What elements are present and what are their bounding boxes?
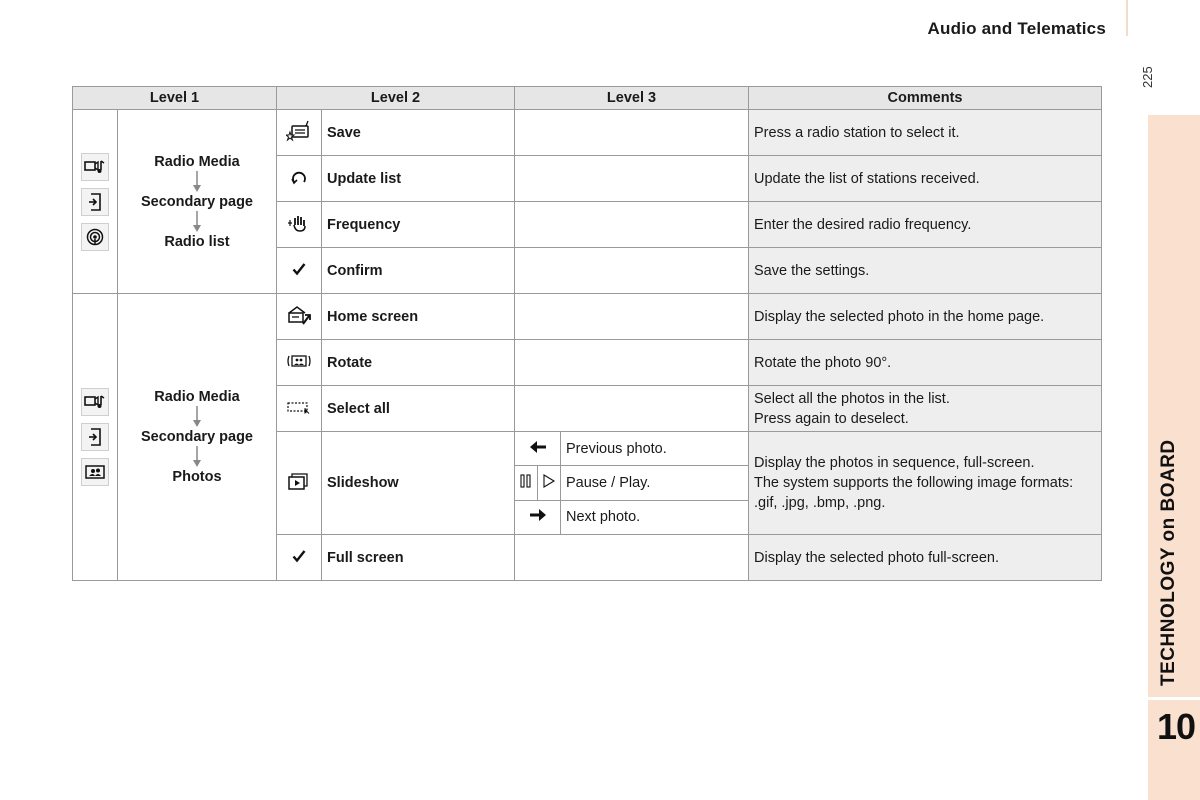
chapter-title: TECHNOLOGY on BOARD — [1158, 439, 1179, 686]
select-all-icon — [277, 386, 322, 432]
radio-list-icon — [81, 223, 109, 251]
comment-cell: Display the selected photo full-screen. — [749, 535, 1102, 581]
level3-cell — [515, 294, 749, 340]
level3-cell — [515, 340, 749, 386]
path-step: Radio list — [164, 233, 230, 250]
subtable-row — [515, 432, 748, 466]
level3-cell — [515, 156, 749, 202]
comment-cell: Update the list of stations received. — [749, 156, 1102, 202]
frequency-icon — [277, 202, 322, 248]
column-header-level2: Level 2 — [277, 87, 515, 110]
slideshow-icon — [277, 432, 322, 535]
home-screen-icon — [277, 294, 322, 340]
level3-label: Pause / Play. — [561, 466, 749, 500]
menu-table — [72, 86, 1102, 581]
page-number: 225 — [1140, 66, 1155, 88]
level2-label: Slideshow — [322, 432, 515, 535]
comment-line: Press again to deselect. — [754, 410, 909, 427]
rotate-icon — [277, 340, 322, 386]
save-icon — [277, 110, 322, 156]
path-step: Secondary page — [140, 193, 253, 210]
level3-cell — [515, 110, 749, 156]
secondary-page-icon — [81, 423, 109, 451]
pause-icon — [515, 466, 538, 500]
level1-path-cell — [118, 294, 277, 581]
level1-icons-cell — [73, 294, 118, 581]
page-header-title: Audio and Telematics — [927, 19, 1106, 38]
path-step: Radio Media — [154, 153, 240, 170]
comment-cell: Enter the desired radio frequency. — [749, 202, 1102, 248]
path-step: Secondary page — [140, 429, 253, 445]
level3-cell — [515, 202, 749, 248]
level1-path-cell — [118, 110, 277, 294]
check-icon — [277, 248, 322, 294]
radio-media-icon — [81, 388, 109, 416]
radio-media-icon — [81, 153, 109, 181]
chapter-number: 10 — [1156, 706, 1196, 747]
level3-subtable-cell — [515, 432, 749, 535]
comment-cell: Rotate the photo 90°. — [749, 340, 1102, 386]
level3-label: Previous photo. — [561, 432, 749, 466]
level3-cell — [515, 535, 749, 581]
table-row — [73, 110, 1102, 156]
subtable-row — [515, 466, 748, 500]
header-divider — [1126, 0, 1128, 36]
comment-cell: Press a radio station to select it. — [749, 110, 1102, 156]
comment-line: Select all the photos in the list. — [754, 390, 950, 407]
comment-line: The system supports the following image formats: — [754, 475, 1074, 491]
path-step: Photos — [172, 469, 222, 485]
column-header-level3: Level 3 — [515, 87, 749, 110]
update-list-icon — [277, 156, 322, 202]
arrow-down-icon — [118, 406, 276, 428]
arrow-down-icon — [118, 446, 276, 468]
path-step: Radio Media — [154, 389, 240, 405]
level3-cell — [515, 386, 749, 432]
arrow-down-icon — [118, 211, 276, 233]
arrow-right-icon — [515, 500, 561, 534]
chapter-divider — [1148, 697, 1200, 700]
level2-label: Confirm — [322, 248, 515, 294]
secondary-page-icon — [81, 188, 109, 216]
level2-label: Rotate — [322, 340, 515, 386]
comment-cell — [749, 432, 1102, 535]
comment-cell — [749, 386, 1102, 432]
play-icon — [538, 466, 561, 500]
subtable-row — [515, 500, 748, 534]
column-header-level1: Level 1 — [73, 87, 277, 110]
level2-label: Full screen — [322, 535, 515, 581]
check-icon — [277, 535, 322, 581]
comment-line: Display the photos in sequence, full-screen. — [754, 455, 1035, 471]
arrow-left-icon — [515, 432, 561, 466]
level3-subtable — [515, 432, 748, 534]
photos-icon — [81, 458, 109, 486]
level2-label: Home screen — [322, 294, 515, 340]
level2-label: Select all — [322, 386, 515, 432]
level1-icons-cell — [73, 110, 118, 294]
arrow-down-icon — [118, 171, 276, 193]
level2-label: Save — [322, 110, 515, 156]
table-header-row — [73, 87, 1102, 110]
comment-cell: Display the selected photo in the home page. — [749, 294, 1102, 340]
table-row — [73, 294, 1102, 340]
column-header-comments: Comments — [749, 87, 1102, 110]
level2-label: Frequency — [322, 202, 515, 248]
level3-cell — [515, 248, 749, 294]
level3-label: Next photo. — [561, 500, 749, 534]
comment-cell: Save the settings. — [749, 248, 1102, 294]
comment-line: .gif, .jpg, .bmp, .png. — [754, 495, 886, 511]
level2-label: Update list — [322, 156, 515, 202]
